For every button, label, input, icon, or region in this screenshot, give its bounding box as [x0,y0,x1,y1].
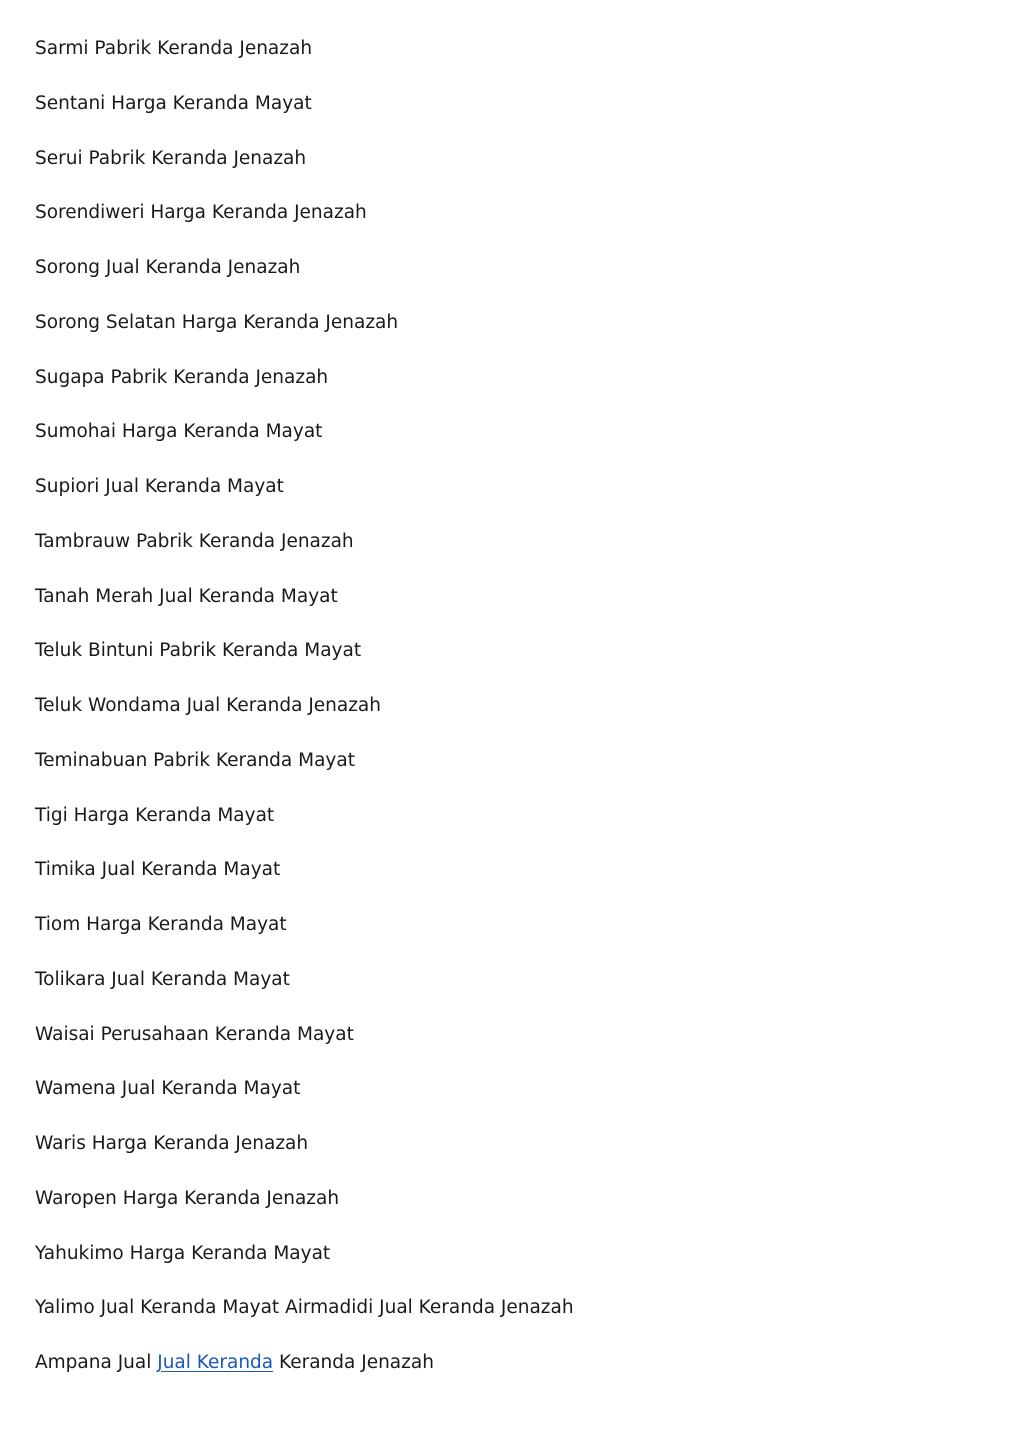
text-line: Yahukimo Harga Keranda Mayat [35,1242,331,1264]
text-line: Timika Jual Keranda Mayat [35,859,281,881]
text-line: Sarmi Pabrik Keranda Jenazah [35,38,313,59]
text-line: Tolikara Jual Keranda Mayat [35,968,290,990]
text-line: Sorong Selatan Harga Keranda Jenazah [35,311,399,333]
text-line: Teminabuan Pabrik Keranda Mayat [35,749,355,771]
text-line: Wamena Jual Keranda Mayat [35,1078,301,1100]
text-line: Yalimo Jual Keranda Mayat Airmadidi Jual Keranda Jenazah [35,1297,574,1319]
text-line: Tambrauw Pabrik Keranda Jenazah [35,530,354,552]
text-line: Waropen Harga Keranda Jenazah [35,1187,340,1209]
line-suffix: Keranda Jenazah [273,1352,434,1373]
text-line: Sumohai Harga Keranda Mayat [35,421,323,443]
text-line: Sorong Jual Keranda Jenazah [35,257,301,278]
text-line: Sorendiweri Harga Keranda Jenazah [35,202,367,224]
text-line: Tanah Merah Jual Keranda Mayat [35,585,338,607]
text-line: Serui Pabrik Keranda Jenazah [35,147,307,169]
text-line: Waisai Perusahaan Keranda Mayat [35,1023,354,1045]
text-line: Teluk Bintuni Pabrik Keranda Mayat [35,640,362,662]
text-line: Tiom Harga Keranda Mayat [35,914,287,935]
text-line: Tigi Harga Keranda Mayat [35,804,275,826]
text-line: Waris Harga Keranda Jenazah [35,1133,309,1154]
text-line-with-link [35,1350,989,1405]
jual-keranda-link[interactable]: Jual Keranda [157,1352,274,1373]
document-body [35,36,989,1405]
line-prefix: Ampana Jual [35,1352,158,1373]
text-line: Teluk Wondama Jual Keranda Jenazah [35,695,381,716]
text-line: Supiori Jual Keranda Mayat [35,476,284,497]
text-line: Sugapa Pabrik Keranda Jenazah [35,366,329,388]
text-line: Sentani Harga Keranda Mayat [35,92,312,114]
